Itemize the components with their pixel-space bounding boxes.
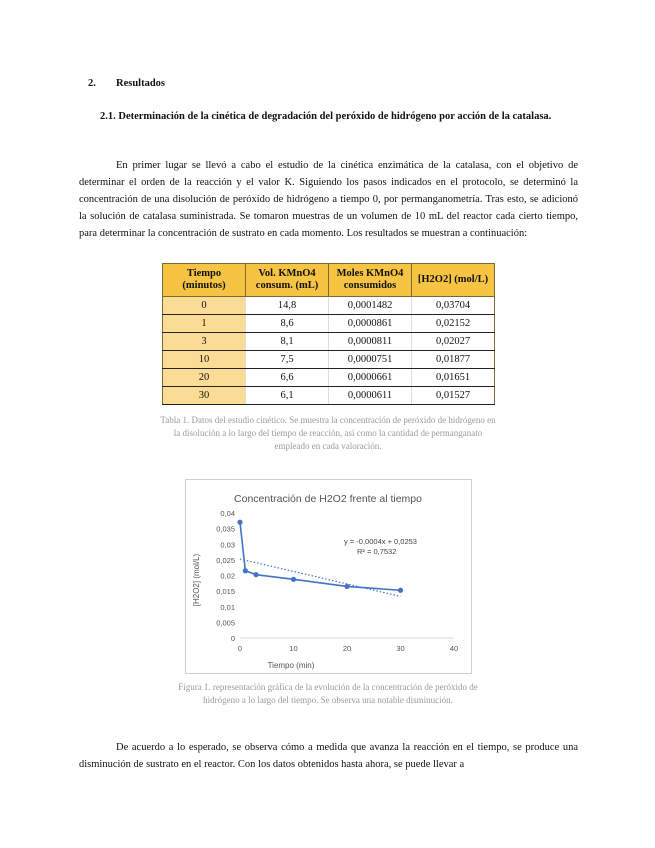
table-cell: 10 [163,351,246,369]
data-point [237,520,242,525]
y-tick-label: 0 [230,634,235,643]
y-tick-label: 0,005 [216,618,235,628]
table-cell: 0,0000611 [329,387,412,405]
table-header-cell: [H2O2] (mol/L) [412,264,495,297]
table-cell: 7,5 [246,351,329,369]
x-tick-label: 20 [342,644,352,653]
table-cell: 0,0000661 [329,369,412,387]
data-point [253,572,258,577]
chart-xlabel: Tiempo (min) [267,661,315,670]
table-cell: 6,1 [246,387,329,405]
table-cell: 30 [163,387,246,405]
table-cell: 0,0000861 [329,315,412,333]
table-row [163,333,495,351]
kinetics-table [162,263,495,405]
table-header-row [163,264,495,297]
discussion-paragraph: De acuerdo a lo esperado, se observa cómo a medida que avanza la reacción en el tiempo, se produce una disminución de sustrato en el reactor. Con los datos obtenidos hasta ahora, se puede llevar a [79,742,578,770]
data-point [398,588,403,593]
y-tick-label: 0,025 [216,555,235,565]
table-cell: 20 [163,369,246,387]
x-tick-label: 30 [396,644,405,653]
data-point [344,584,349,589]
series-line [240,522,401,590]
table-row [163,351,495,369]
x-tick-label: 40 [449,644,459,653]
y-tick-label: 0,015 [216,587,235,597]
trendline [240,559,401,597]
table-cell: 8,1 [246,333,329,351]
table-cell: 0 [163,297,246,315]
subsection-title: 2.1. Determinación de la cinética de degradación del peróxido de hidrógeno por acción de la catalasa. [100,111,552,122]
table-cell: 0,0001482 [329,297,412,315]
table-row [163,387,495,405]
figure-caption: Figura 1. representación gráfica de la evolución de la concentración de peróxido de hidrógeno a lo largo del tiempo. Se observa una notable disminución. [178,682,478,705]
table-header-cell: Vol. KMnO4 consum. (mL) [246,264,329,297]
concentration-chart [186,480,471,673]
table-cell: 0,02152 [412,315,495,333]
table-cell: 0,0000751 [329,351,412,369]
table-cell: 8,6 [246,315,329,333]
y-tick-label: 0,04 [220,509,235,518]
trendline-equation: y = -0,0004x + 0,0253 [344,537,417,546]
data-point [243,568,248,573]
table-cell: 0,03704 [412,297,495,315]
chart-title: Concentración de H2O2 frente al tiempo [234,493,422,505]
table-header-cell: Tiempo (minutos) [163,264,246,297]
trendline-r2: R² = 0,7532 [357,547,397,556]
y-tick-label: 0,01 [220,602,235,612]
table-cell: 0,0000811 [329,333,412,351]
data-point [291,577,296,582]
x-tick-label: 0 [237,644,243,653]
y-tick-label: 0,03 [220,540,235,550]
chart-container [185,479,472,674]
y-tick-label: 0,02 [220,571,235,581]
section-heading [88,78,165,89]
table-cell: 0,01527 [412,387,495,405]
table-cell: 3 [163,333,246,351]
table-cell: 0,01651 [412,369,495,387]
table-header-cell: Moles KMnO4 consumidos [329,264,412,297]
table-cell: 0,02027 [412,333,495,351]
table-cell: 14,8 [246,297,329,315]
table-cell: 6,6 [246,369,329,387]
chart-ylabel: [H2O2] (mol/L) [192,553,201,607]
x-tick-label: 10 [289,644,298,653]
table-caption: Tabla 1. Datos del estudio cinético. Se muestra la concentración de peróxido de hidrógeno en la disolución a lo largo del tiempo de reacción, así como la cantidad de permanganato empleado en cada valoración. [160,415,496,451]
intro-paragraph: En primer lugar se llevó a cabo el estudio de la cinética enzimática de la catalasa, con el objetivo de determinar el orden de la reacción y el valor K. Siguiendo los pasos indicados en el protocolo, se determinó la concentración de una disolución de peróxido de hidrógeno a tiempo 0, por permanganometría. Tras esto, se adicionó la solución de catalasa suministrada. Se tomaron muestras de un volumen de 10 mL del reactor cada cierto tiempo, para determinar la concentración de sustrato en cada momento. Los resultados se muestran a continuación: [79,160,578,239]
section-number: 2. [88,78,96,89]
table-row [163,369,495,387]
y-tick-label: 0,035 [216,524,235,534]
table-cell: 0,01877 [412,351,495,369]
table-row [163,297,495,315]
table-cell: 1 [163,315,246,333]
section-title: Resultados [116,78,166,89]
table-row [163,315,495,333]
